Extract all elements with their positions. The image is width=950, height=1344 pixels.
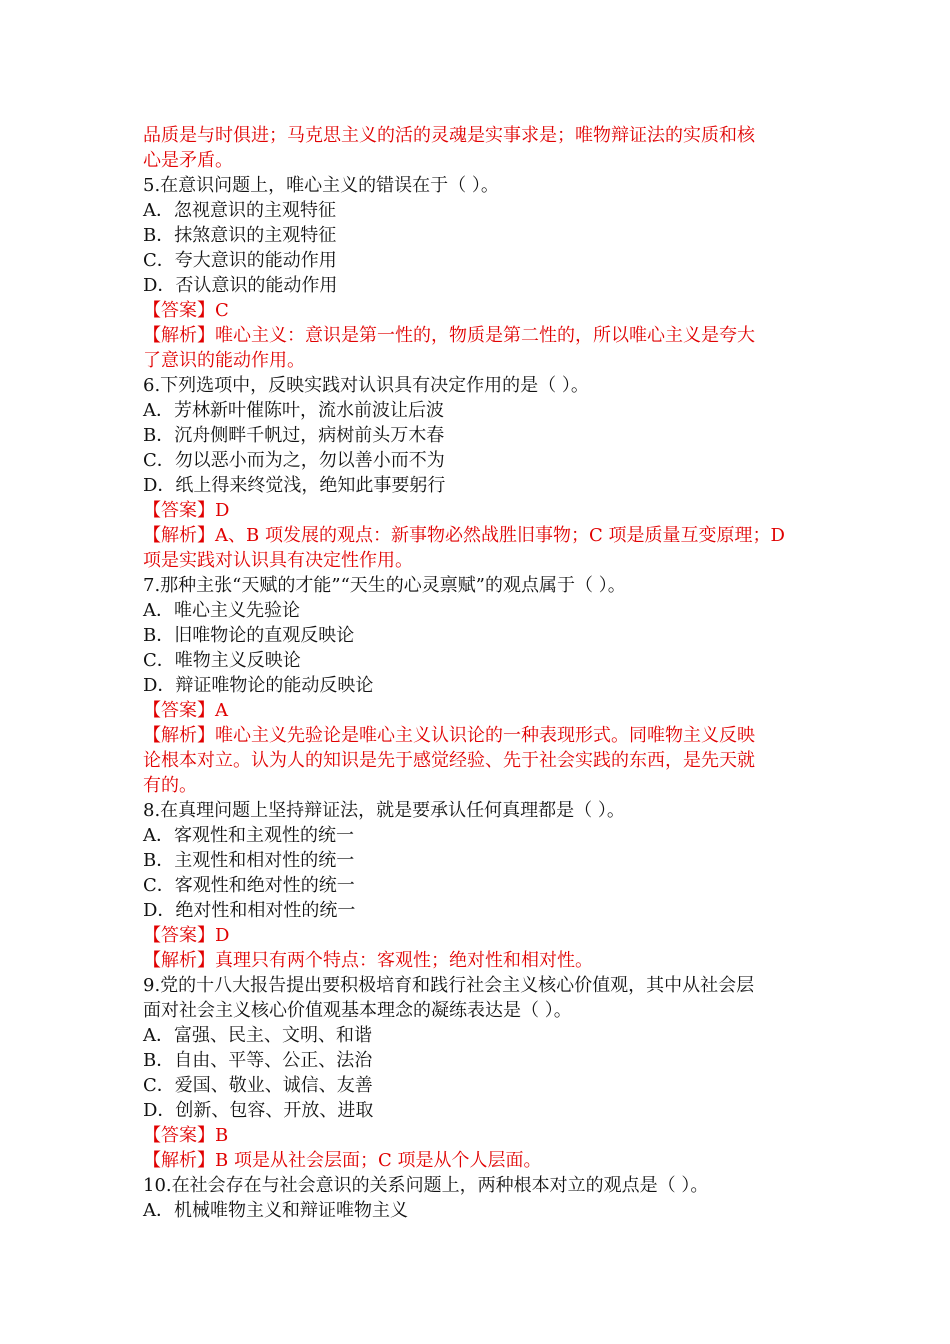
question-line: C．夸大意识的能动作用	[143, 250, 337, 271]
question-line: D．绝对性和相对性的统一	[143, 900, 356, 921]
answer-line: 【解析】B 项是从社会层面；C 项是从个人层面。	[143, 1150, 542, 1171]
question-line: A．忽视意识的主观特征	[143, 200, 336, 221]
question-line: 5.在意识问题上，唯心主义的错误在于（ ）。	[143, 175, 499, 196]
answer-line: 论根本对立。认为人的知识是先于感觉经验、先于社会实践的东西，是先天就	[143, 750, 755, 771]
question-line: A．机械唯物主义和辩证唯物主义	[143, 1200, 408, 1221]
question-line: D．辩证唯物论的能动反映论	[143, 675, 374, 696]
answer-line: 【答案】D	[143, 500, 230, 521]
answer-line: 【答案】A	[143, 700, 228, 721]
question-line: B．自由、平等、公正、法治	[143, 1050, 373, 1071]
question-line: 10.在社会存在与社会意识的关系问题上，两种根本对立的观点是（ ）。	[143, 1175, 709, 1196]
question-line: B．旧唯物论的直观反映论	[143, 625, 355, 646]
question-line: 6.下列选项中，反映实践对认识具有决定作用的是（ ）。	[143, 375, 589, 396]
question-line: 8.在真理问题上坚持辩证法，就是要承认任何真理都是（ ）。	[143, 800, 625, 821]
question-line: C．客观性和绝对性的统一	[143, 875, 355, 896]
question-line: D．创新、包容、开放、进取	[143, 1100, 374, 1121]
answer-line: 【解析】真理只有两个特点：客观性；绝对性和相对性。	[143, 950, 593, 971]
question-line: 9.党的十八大报告提出要积极培育和践行社会主义核心价值观，其中从社会层	[143, 975, 755, 996]
answer-line: 品质是与时俱进；马克思主义的活的灵魂是实事求是；唯物辩证法的实质和核	[143, 125, 755, 146]
question-line: C．爱国、敬业、诚信、友善	[143, 1075, 373, 1096]
answer-line: 有的。	[143, 775, 197, 796]
question-line: D．否认意识的能动作用	[143, 275, 338, 296]
question-line: C．勿以恶小而为之，勿以善小而不为	[143, 450, 445, 471]
question-line: C．唯物主义反映论	[143, 650, 301, 671]
answer-line: 【答案】B	[143, 1125, 229, 1146]
answer-line: 【答案】D	[143, 925, 230, 946]
question-line: A．富强、民主、文明、和谐	[143, 1025, 372, 1046]
answer-line: 【答案】C	[143, 300, 229, 321]
question-line: A．客观性和主观性的统一	[143, 825, 354, 846]
answer-line: 项是实践对认识具有决定性作用。	[143, 550, 413, 571]
answer-line: 【解析】唯心主义：意识是第一性的，物质是第二性的，所以唯心主义是夸大	[143, 325, 755, 346]
question-line: B．沉舟侧畔千帆过，病树前头万木春	[143, 425, 445, 446]
answer-line: 心是矛盾。	[143, 150, 233, 171]
document-page	[143, 123, 823, 1223]
question-line: B．主观性和相对性的统一	[143, 850, 355, 871]
question-line: A．芳林新叶催陈叶，流水前波让后波	[143, 400, 444, 421]
answer-line: 【解析】A、B 项发展的观点：新事物必然战胜旧事物；C 项是质量互变原理；D	[143, 525, 785, 546]
question-line: A．唯心主义先验论	[143, 600, 300, 621]
answer-line: 了意识的能动作用。	[143, 350, 305, 371]
question-line: 面对社会主义核心价值观基本理念的凝练表达是（ ）。	[143, 1000, 572, 1021]
question-line: D．纸上得来终觉浅，绝知此事要躬行	[143, 475, 446, 496]
question-line: 7.那种主张“天赋的才能”“天生的心灵禀赋”的观点属于（ ）。	[143, 575, 626, 596]
question-line: B．抹煞意识的主观特征	[143, 225, 337, 246]
answer-line: 【解析】唯心主义先验论是唯心主义认识论的一种表现形式。同唯物主义反映	[143, 725, 755, 746]
